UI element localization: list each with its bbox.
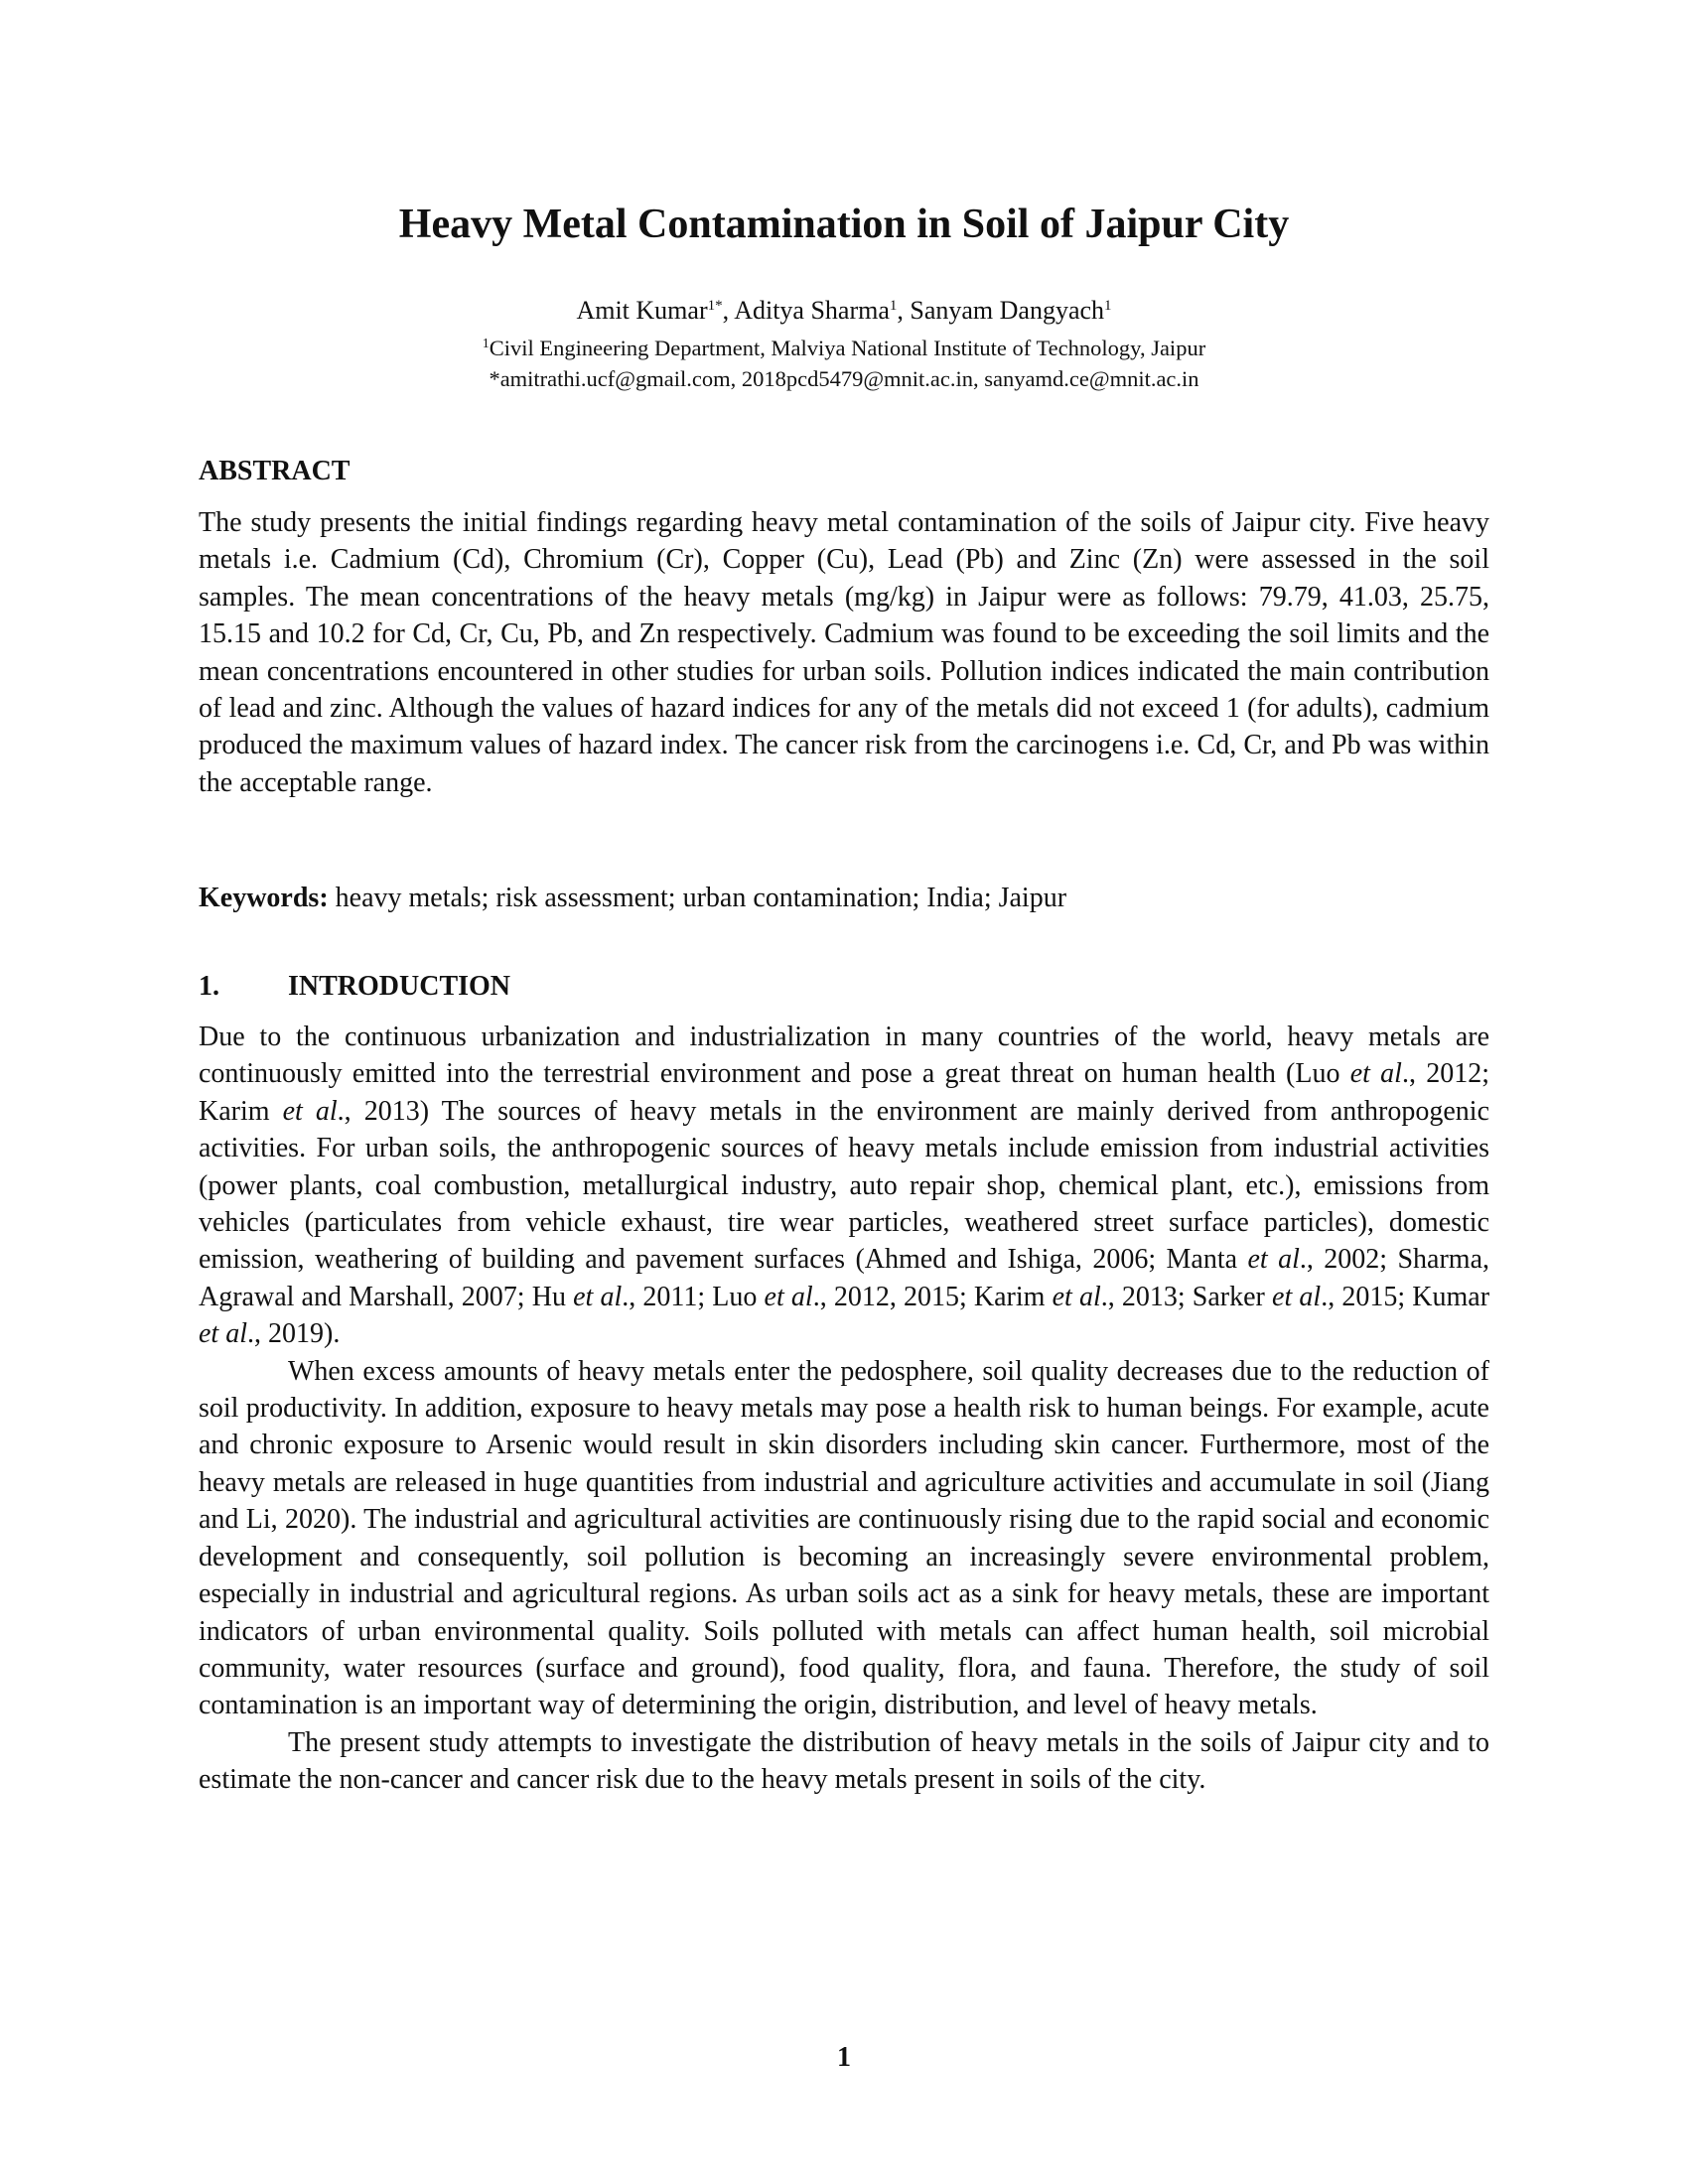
italic-text-run: et al [199,1318,247,1350]
text-run: ., 2019). [247,1318,341,1350]
italic-text-run: et al [764,1281,813,1312]
keywords-line [199,880,1489,916]
paper-title: Heavy Metal Contamination in Soil of Jaipur City [398,202,1290,247]
text-run: ., 2012, 2015; Karim [812,1281,1053,1312]
italic-text-run: et al [1247,1244,1300,1276]
abstract-section [199,504,1489,801]
author-affiliation-mark: 1* [707,298,723,314]
text-run: ., 2015; Kumar [1321,1281,1490,1312]
intro-paragraph-2: When excess amounts of heavy metals enter the pedosphere, soil quality decreases due to the reduction of soil productivity. In addition, exposure to heavy metals may pose a health risk to human beings. For example, acute and chronic exposure to Arsenic would result in skin disorders including skin cancer. Furthermore, most of the heavy metals are released in huge quantities from industrial and agriculture activities and accumulate in soil (Jiang and Li, 2020). The industrial and agricultural activities are continuously rising due to the rapid social and economic development and consequently, soil pollution is becoming an increasingly severe environmental problem, especially in industrial and agricultural regions. As urban soils act as a sink for heavy metals, these are important indicators of urban environmental quality. Soils polluted with metals can affect human health, soil microbial community, water resources (surface and ground), food quality, flora, and fauna. Therefore, the study of soil contamination is an important way of determining the origin, distribution, and level of heavy metals. [199,1355,1489,1721]
author-emails: *amitrathi.ucf@gmail.com, 2018pcd5479@mnit.ac.in, sanyamd.ce@mnit.ac.in [489,366,1199,391]
italic-text-run: et al [1349,1058,1402,1090]
italic-text-run: et al [282,1095,338,1127]
section-heading-introduction [199,969,510,1005]
italic-text-run: et al [1052,1281,1101,1312]
author-affiliation-mark: 1 [1104,298,1112,314]
text-run: ., 2013) The sources of heavy metals in the environment are mainly derived from anthropogenic activities. For urban soils, the anthropogenic sources of heavy metals include emission from industrial activities (power plants, coal combustion, metallurgical industry, auto repair shop, chemical plant, etc.), emissions from vehicles (particulates from vehicle exhaust, tire wear particles, weathered street surface particles), domestic emission, weathering of building and pavement surfaces (Ahmed and Ishiga, 2006; Manta [199,1095,1489,1276]
affiliation-text: Civil Engineering Department, Malviya National Institute of Technology, Jaipur [489,336,1206,360]
affiliation [199,334,1489,363]
abstract-text: The study presents the initial findings regarding heavy metal contamination of the soils of Jaipur city. Five heavy metals i.e. Cadmium (Cd), Chromium (Cr), Copper (Cu), Lead (Pb) and Zinc (Zn) were assessed in the soil samples. The mean concentrations of the heavy metals (mg/kg) in Jaipur were as follows: 79.79, 41.03, 25.75, 15.15 and 10.2 for Cd, Cr, Cu, Pb, and Zn respectively. Cadmium was found to be exceeding the soil limits and the mean concentrations encountered in other studies for urban soils. Pollution indices indicated the main contribution of lead and zinc. Although the values of hazard indices for any of the metals did not exceed 1 (for adults), cadmium produced the maximum values of hazard index. The cancer risk from the carcinogens i.e. Cd, Cr, and Pb was within the acceptable range. [199,507,1489,798]
keywords-text: heavy metals; risk assessment; urban contamination; India; Jaipur [328,883,1067,913]
intro-paragraph-3: The present study attempts to investigate the distribution of heavy metals in the soils of Jaipur city and to estimate the non-cancer and cancer risk due to the heavy metals present in soils of the city. [199,1726,1489,1796]
author-name: Amit Kumar [576,296,708,325]
author-separator: , [722,296,735,325]
author-affiliation-mark: 1 [889,298,898,314]
abstract-heading: ABSTRACT [199,456,351,486]
affiliation-mark: 1 [482,337,490,351]
text-run: Due to the continuous urbanization and industrialization in many countries of the world, heavy metals are continuously emitted into the terrestrial environment and pose a great threat on human health (Luo [199,1022,1489,1090]
author-list [199,294,1489,328]
page-number: 1 [837,2042,851,2073]
intro-paragraph-1 [199,1019,1489,1353]
text-run: ., 2013; Sarker [1100,1281,1273,1312]
introduction-section [199,1019,1489,1799]
text-run: ., 2002; Sharma, Agrawal and Marshall, 2007; Hu [199,1244,1489,1312]
author-name: Sanyam Dangyach [910,296,1105,325]
section-number: 1. [199,971,219,1002]
author-name: Aditya Sharma [734,296,890,325]
keywords-label: Keywords: [199,883,329,913]
section-title: INTRODUCTION [288,971,511,1002]
italic-text-run: et al [1272,1281,1322,1312]
text-run: ., 2011; Luo [622,1281,765,1312]
text-run: ., 2012; Karim [199,1058,1489,1127]
author-separator: , [897,296,911,325]
italic-text-run: et al [573,1281,623,1312]
